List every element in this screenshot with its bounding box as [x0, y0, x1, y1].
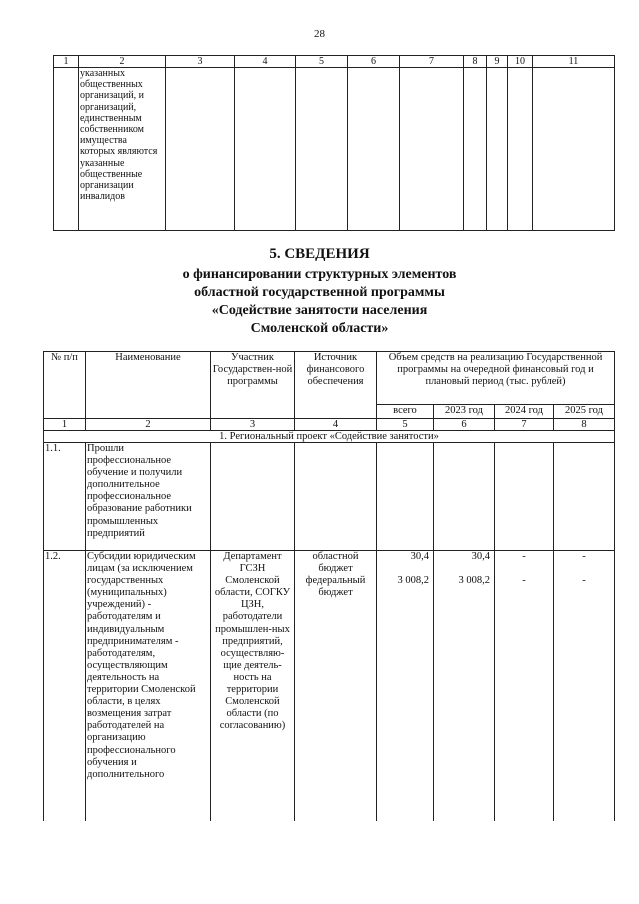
- header-source: Источник финансового обеспечения: [295, 352, 377, 419]
- row-name: Прошли профессиональное обучение и получили дополнительное профессиональное образование работники промышленных предприятий: [86, 443, 211, 551]
- header-participant: Участник Государствен-ной программы: [211, 352, 295, 419]
- col-number: 8: [554, 419, 615, 431]
- col-number: 1: [54, 56, 79, 68]
- row-participant: Департамент ГСЗН Смоленской области, СОГКУ ЦЗН, работодатели промышлен-ных предприятий, осуществляю-щие деятель-ность на территории Смоленской области (по согласованию): [211, 551, 295, 822]
- table-row: [44, 443, 615, 551]
- section-subtitle: [0, 266, 639, 338]
- col-number: 4: [235, 56, 296, 68]
- section-row: [44, 431, 615, 443]
- row-num: 1.1.: [44, 443, 86, 551]
- row-2024: [495, 551, 554, 822]
- value-2023: 30,4: [471, 551, 490, 562]
- row-source: [295, 443, 377, 551]
- col-number: 9: [487, 56, 508, 68]
- col-number: 6: [434, 419, 495, 431]
- col-number: 6: [348, 56, 400, 68]
- table-row: [44, 551, 615, 822]
- financing-table: [43, 351, 615, 821]
- total-value: 3 008,2: [397, 575, 429, 586]
- subtitle-line: Смоленской области»: [250, 321, 389, 336]
- cell: [296, 68, 348, 231]
- row-num: 1.2.: [44, 551, 86, 822]
- header-num: № п/п: [44, 352, 86, 419]
- cell: [348, 68, 400, 231]
- row-source: [295, 551, 377, 822]
- col-number: 10: [508, 56, 533, 68]
- value-2024: -: [522, 551, 526, 562]
- value-2024: -: [522, 575, 526, 586]
- col-number: 11: [533, 56, 615, 68]
- value-2023: 3 008,2: [458, 575, 490, 586]
- source-value: областной бюджет: [312, 551, 359, 575]
- cell: [508, 68, 533, 231]
- col-number: 2: [86, 419, 211, 431]
- col-number: 5: [377, 419, 434, 431]
- cell: [54, 68, 79, 231]
- col-number: 7: [495, 419, 554, 431]
- subtitle-line: областной государственной программы: [194, 285, 445, 300]
- row-2024: [495, 443, 554, 551]
- col-number: 5: [296, 56, 348, 68]
- col-number: 8: [464, 56, 487, 68]
- continuation-table: [53, 55, 615, 231]
- column-number-row: [44, 419, 615, 431]
- row-total: [377, 551, 434, 822]
- header-name: Наименование: [86, 352, 211, 419]
- cell: [533, 68, 615, 231]
- col-number: 4: [295, 419, 377, 431]
- col-number: 3: [211, 419, 295, 431]
- header-2024: 2024 год: [495, 405, 554, 419]
- column-number-row: [54, 56, 615, 68]
- row-participant: [211, 443, 295, 551]
- source-value: федеральный бюджет: [305, 575, 366, 599]
- total-value: 30,4: [410, 551, 429, 562]
- col-number: 1: [44, 419, 86, 431]
- header-row: [44, 352, 615, 405]
- cell: [235, 68, 296, 231]
- row-2023: [434, 443, 495, 551]
- row-2025: [554, 443, 615, 551]
- header-2025: 2025 год: [554, 405, 615, 419]
- row-total: [377, 443, 434, 551]
- section-title: 5. СВЕДЕНИЯ: [269, 246, 370, 262]
- subtitle-line: «Содействие занятости населения: [211, 303, 428, 318]
- value-2025: -: [582, 551, 586, 562]
- col-number: 3: [166, 56, 235, 68]
- row-2025: [554, 551, 615, 822]
- cell: [464, 68, 487, 231]
- table-row: [54, 68, 615, 231]
- col-number: 2: [79, 56, 166, 68]
- subtitle-line: о финансировании структурных элементов: [182, 267, 457, 282]
- cell: [400, 68, 464, 231]
- cell: [487, 68, 508, 231]
- header-volume: Объем средств на реализацию Государственной программы на очередной финансовый год и плановый период (тыс. рублей): [377, 352, 615, 405]
- header-total: всего: [377, 405, 434, 419]
- cell: [166, 68, 235, 231]
- section-label: 1. Региональный проект «Содействие занятости»: [44, 431, 615, 443]
- continued-text: указанных общественных организаций, и организаций, единственным собственником имущества которых являются указанные общественные организации инвалидов: [79, 68, 166, 231]
- row-2023: [434, 551, 495, 822]
- row-name: Субсидии юридическим лицам (за исключением государственных (муниципальных) учреждений) - работодателям и индивидуальным предпринимателям - работодателям, осуществляющим деятельность на территории Смоленской области, в целях возмещения затрат работодателей на организацию профессионального обучения и дополнительного: [86, 551, 211, 822]
- page-number: 28: [314, 28, 325, 40]
- col-number: 7: [400, 56, 464, 68]
- value-2025: -: [582, 575, 586, 586]
- header-2023: 2023 год: [434, 405, 495, 419]
